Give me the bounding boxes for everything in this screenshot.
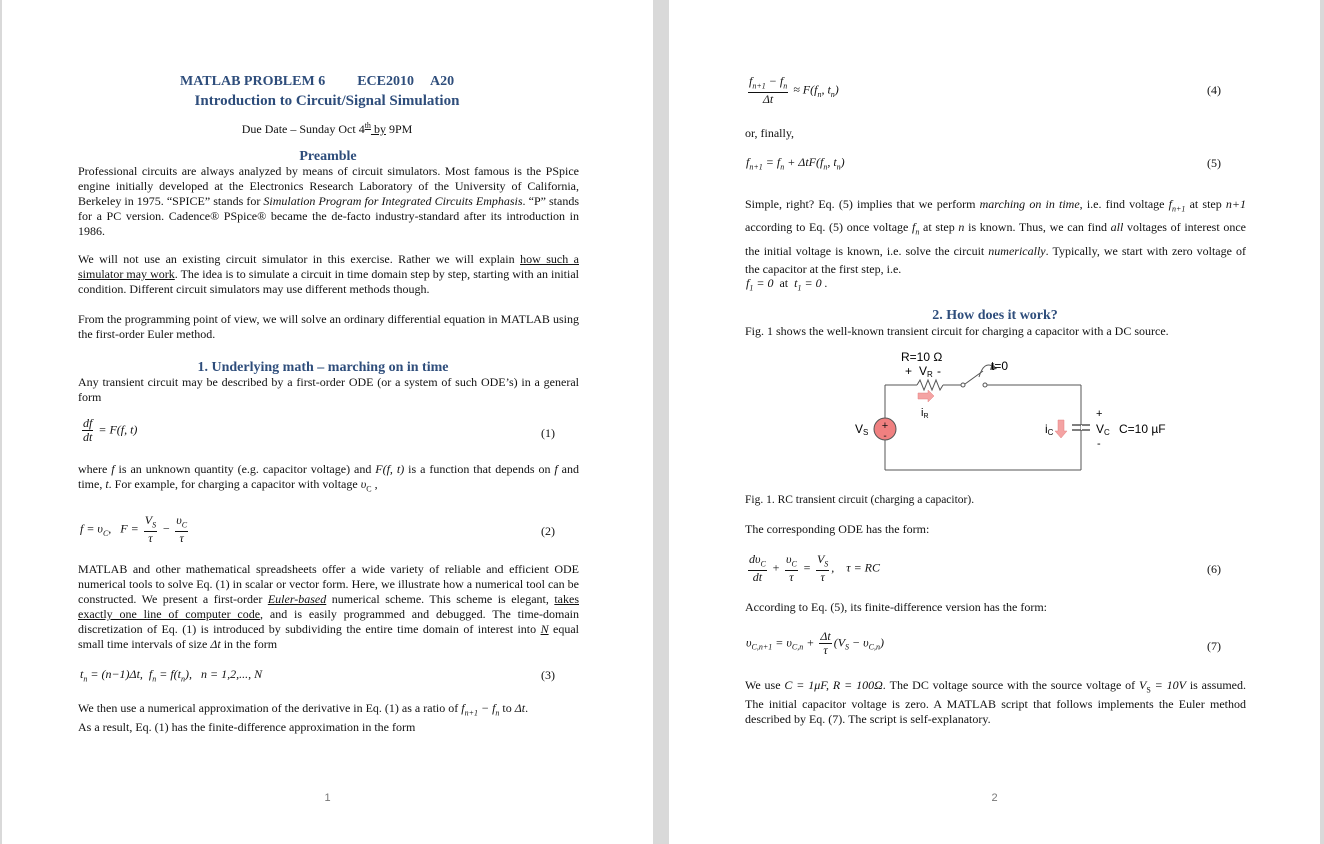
parameters-paragraph: We use C = 1μF, R = 100Ω. The DC voltage source with the source voltage of $V_S = 10V$ is assumed. The initial capacitor voltage is zero. A MATLAB script that follows implements the Euler method described by Eq. (7). The script is self-explanatory. xyxy=(745,678,1247,727)
matlab-paragraph: MATLAB and other mathematical spreadsheets offer a wide variety of reliable and efficient ODE numerical tools to solve Eq. (1) in scalar or vector form. Here, we illustrate how a numerical tool can be constructed. We present a first-order Euler-based numerical scheme. This scheme is elegant, takes exactly one line of computer code, and is easily programmed and debugged. The time-domain discretization of Eq. (1) is introduced by subdividing the entire time domain of interest into N equal small time intervals of size Δt in the form xyxy=(78,562,579,651)
section-2-intro: Fig. 1 shows the well-known transient circuit for charging a capacitor with a DC source. xyxy=(745,324,1169,338)
equation-2: $f = \upsilon_C$, F = $\frac{V_S}{\tau}$ − $\frac{\upsilon_C}{\tau}$ xyxy=(80,513,188,546)
vr-label: VR xyxy=(919,364,933,379)
vs-label: VS xyxy=(855,422,869,437)
preamble-paragraph-3: From the programming point of view, we will solve an ordinary differential equation in MATLAB using the first-order Euler method. xyxy=(78,312,579,341)
preamble-paragraph-2: We will not use an existing circuit simulator in this exercise. Rather we will explain how such a simulator may work. The idea is to simulate a circuit in time domain step by step, starting with an initial condition. Different circuit simulators may use different methods though. xyxy=(78,252,579,296)
page-2 xyxy=(669,0,1320,844)
equation-4-number: (4) xyxy=(1207,83,1221,97)
source-plus: + xyxy=(881,420,889,432)
figure-caption: Fig. 1. RC transient circuit (charging a capacitor). xyxy=(745,494,975,506)
ir-label: iR xyxy=(921,407,929,420)
approximation-paragraph: We then use a numerical approximation of the derivative in Eq. (1) as a ratio of $f_{n+1} - f_n$ to Δt. As a result, Eq. (1) has the finite-difference approximation in the form xyxy=(78,701,529,735)
or-finally: or, finally, xyxy=(745,126,795,140)
capacitor-gap xyxy=(1081,425,1082,430)
resistor-symbol xyxy=(917,380,943,390)
vr-plus: + xyxy=(905,364,913,378)
equation-7-number: (7) xyxy=(1207,639,1221,653)
assignment-header: MATLAB PROBLEM 6 ECE2010 A20 xyxy=(180,74,455,89)
switch-contact-right xyxy=(983,383,987,387)
page-1 xyxy=(2,0,653,844)
rc-circuit-diagram xyxy=(839,345,1166,480)
due-date: Due Date – Sunday Oct 4th by 9PM xyxy=(241,121,413,136)
vc-plus: + xyxy=(1096,408,1103,420)
according-paragraph: According to Eq. (5), its finite-difference version has the form: xyxy=(745,600,1048,614)
ic-arrow xyxy=(1055,420,1067,438)
equation-6: $d\upsilon_C$ dt + $\frac{\upsilon_C}{\tau}$ = $\frac{V_S}{\tau}$ , τ = RC xyxy=(749,552,881,585)
equation-2-number: (2) xyxy=(541,524,555,538)
initial-condition-equation: $f_1 = 0$ at $t_1 = 0$ . xyxy=(746,276,828,293)
equation-1-number: (1) xyxy=(541,426,555,440)
equation-3-number: (3) xyxy=(541,668,555,682)
page-number: 1 xyxy=(324,792,331,804)
equation-5-number: (5) xyxy=(1207,156,1221,170)
vc-minus: - xyxy=(1097,438,1101,450)
section-1-heading: 1. Underlying math – marching on in time xyxy=(197,360,449,375)
equation-3: $t_n = (n-1)\Delta t$, $f_n = f(t_n)$, n = 1,2,..., N xyxy=(80,667,263,684)
preamble-heading: Preamble xyxy=(299,149,357,164)
resistor-label: R=10 Ω xyxy=(901,350,943,364)
simple-paragraph: Simple, right? Eq. (5) implies that we perform marching on in time, i.e. find voltage $f_{n+1}$ at step n+1 according to Eq. (5) once voltage $f_n$ at step n is known. Thus, we can find all voltages of interest once the initial voltage is known, i.e. solve the circuit numerically. Typically, we start with zero voltage of the capacitor at the first step, i.e. xyxy=(745,197,1247,276)
section-2-heading: 2. How does it work? xyxy=(932,308,1058,323)
page-number: 2 xyxy=(991,792,998,804)
equation-6-number: (6) xyxy=(1207,562,1221,576)
vc-label: VC xyxy=(1096,422,1110,437)
equation-5: $f_{n+1} = f_n + \Delta tF(f_n$, $t_n$) xyxy=(746,155,845,172)
equation-7: $\upsilon_{C,n+1} = \upsilon_{C,n}$ + $\frac{\Delta t}{\tau}$ $(V_S - \upsilon_{C,n})$ xyxy=(746,629,884,657)
document-title: Introduction to Circuit/Signal Simulation xyxy=(194,93,460,109)
switch-contact-left xyxy=(961,383,965,387)
source-minus: - xyxy=(883,431,887,442)
ic-label: iC xyxy=(1045,422,1054,437)
ode-intro: The corresponding ODE has the form: xyxy=(745,522,930,536)
vr-minus: - xyxy=(937,364,941,378)
where-paragraph: where f is an unknown quantity (e.g. capacitor voltage) and F(f, t) is a function that depends on f and time, t. For example, for charging a capacitor with voltage $\upsilon_C$ , xyxy=(78,462,579,494)
ir-arrow xyxy=(918,390,934,402)
section-1-intro: Any transient circuit may be described by a first-order ODE (or a system of such ODE’s) in a general form xyxy=(78,375,579,404)
capacitor-label: C=10 µF xyxy=(1119,422,1166,436)
preamble-paragraph-1: Professional circuits are always analyzed by means of circuit simulators. Most famous is the PSpice engine initially developed at the Electronics Research Laboratory of the University of California, Berkeley in 1975. “SPICE” stands for Simulation Program for Integrated Circuits Emphasis. “P” stands for a PC version. Cadence® PSpice® became the de-facto industry-standard after its introduction in 1986. xyxy=(78,164,580,238)
equation-4: $\frac{f_{n+1} - f_n}{\Delta t}$ ≈ $F(f_n$, $t_n$) xyxy=(749,74,839,107)
equation-1: $\frac{df}{dt}$ = F(f, t) xyxy=(83,416,138,444)
switch-label: t=0 xyxy=(991,359,1009,373)
